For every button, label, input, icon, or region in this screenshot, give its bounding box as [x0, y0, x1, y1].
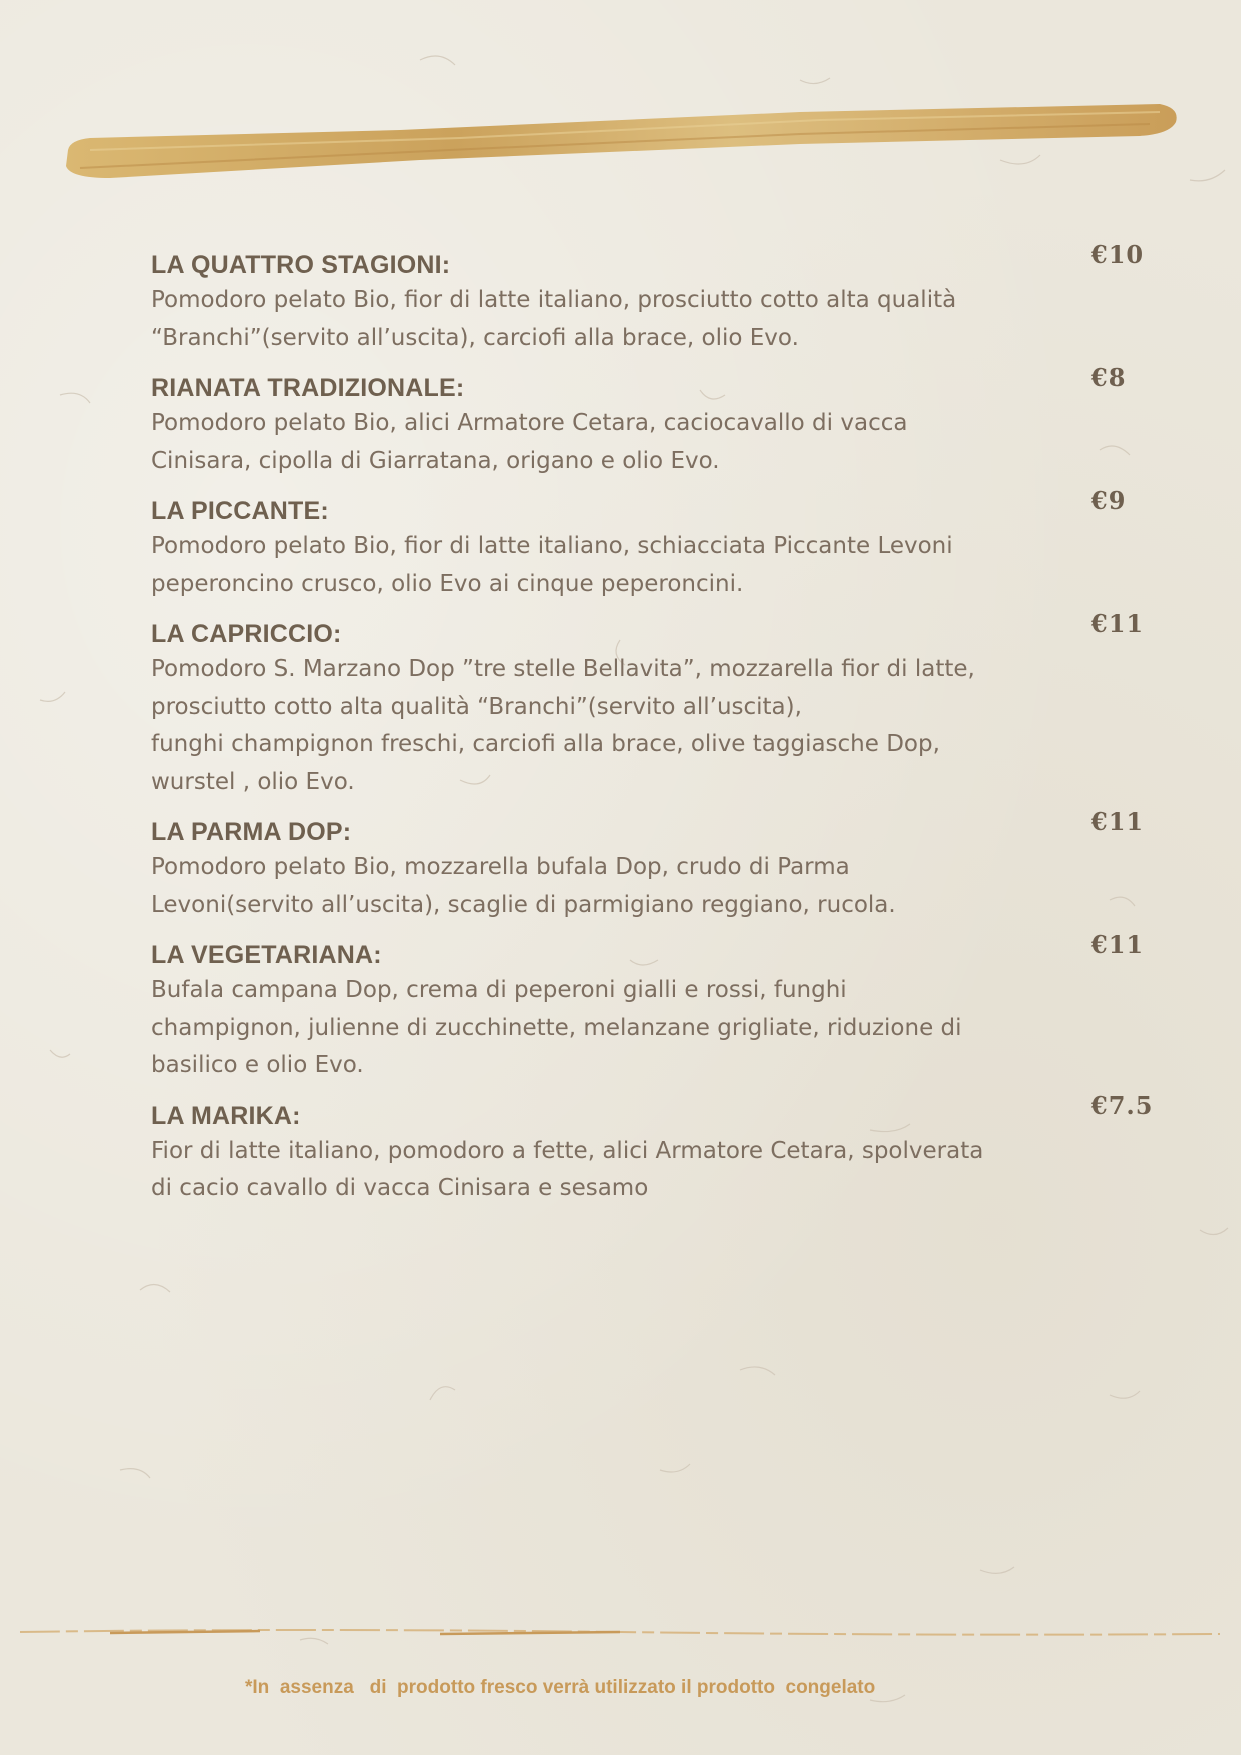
- gold-brush-stroke: [0, 0, 1241, 200]
- item-description: [151, 405, 1089, 480]
- item-name: LA PARMA DOP:: [151, 818, 352, 846]
- description-line: “Branchi”(servito all’uscita), carciofi alla brace, olio Evo.: [151, 324, 799, 351]
- item-price: €11: [1091, 609, 1145, 638]
- description-line: Pomodoro pelato Bio, fior di latte italiano, prosciutto cotto alta qualità: [151, 287, 957, 313]
- menu-item-rianata-tradizionale: [151, 363, 1151, 480]
- item-name: LA QUATTRO STAGIONI:: [151, 251, 451, 279]
- description-line: wurstel , olio Evo.: [151, 768, 355, 795]
- item-price: €9: [1091, 486, 1127, 515]
- description-line: funghi champignon freschi, carciofi alla brace, olive taggiasche Dop,: [151, 731, 940, 757]
- description-line: basilico e olio Evo.: [151, 1052, 364, 1078]
- description-line: Bufala campana Dop, crema di peperoni gialli e rossi, funghi: [151, 977, 847, 1003]
- description-line: Levoni(servito all’uscita), scaglie di parmigiano reggiano, rucola.: [151, 891, 896, 918]
- menu-item-vegetariana: [151, 930, 1151, 1085]
- description-line: Pomodoro pelato Bio, alici Armatore Cetara, caciocavallo di vacca: [151, 410, 908, 436]
- menu-item-piccante: [151, 486, 1151, 603]
- footer-divider: [0, 1620, 1241, 1640]
- item-price: €11: [1091, 930, 1145, 959]
- description-line: Cinisara, cipolla di Giarratana, origano e olio Evo.: [151, 447, 720, 474]
- menu-item-marika: [151, 1090, 1154, 1208]
- menu-item-quattro-stagioni: [151, 240, 1151, 357]
- item-price: €8: [1091, 363, 1127, 392]
- description-line: Pomodoro S. Marzano Dop ”tre stelle Bellavita”, mozzarella fior di latte,: [151, 656, 975, 682]
- item-price: €7.5: [1091, 1090, 1154, 1120]
- description-line: Pomodoro pelato Bio, mozzarella bufala Dop, crudo di Parma: [151, 854, 850, 880]
- item-name: LA VEGETARIANA:: [151, 941, 382, 969]
- description-line: prosciutto cotto alta qualità “Branchi”(servito all’uscita),: [151, 693, 802, 720]
- item-name: LA CAPRICCIO:: [151, 620, 342, 648]
- item-description: [151, 651, 1089, 801]
- menu-item-capriccio: [151, 609, 1151, 801]
- footnote: *In assenza di prodotto fresco verrà utilizzato il prodotto congelato: [245, 1677, 876, 1698]
- pizza-menu-list: [151, 240, 1154, 1222]
- item-name: RIANATA TRADIZIONALE:: [151, 374, 465, 402]
- item-description: [151, 282, 1089, 357]
- item-price: €10: [1091, 240, 1145, 269]
- description-line: di cacio cavallo di vacca Cinisara e sesamo: [151, 1175, 649, 1201]
- item-description: [151, 972, 1089, 1085]
- item-description: [151, 849, 1089, 924]
- item-name: LA PICCANTE:: [151, 497, 329, 525]
- menu-item-parma-dop: [151, 807, 1151, 924]
- description-line: peperoncino crusco, olio Evo ai cinque peperoncini.: [151, 570, 744, 597]
- description-line: Pomodoro pelato Bio, fior di latte italiano, schiacciata Piccante Levoni: [151, 533, 953, 559]
- item-name: LA MARIKA:: [151, 1101, 301, 1130]
- item-description: [151, 528, 1089, 603]
- item-price: €11: [1091, 807, 1145, 836]
- description-line: champignon, julienne di zucchinette, melanzane grigliate, riduzione di: [151, 1014, 962, 1041]
- description-line: Fior di latte italiano, pomodoro a fette, alici Armatore Cetara, spolverata: [151, 1137, 984, 1164]
- item-description: [151, 1133, 1089, 1208]
